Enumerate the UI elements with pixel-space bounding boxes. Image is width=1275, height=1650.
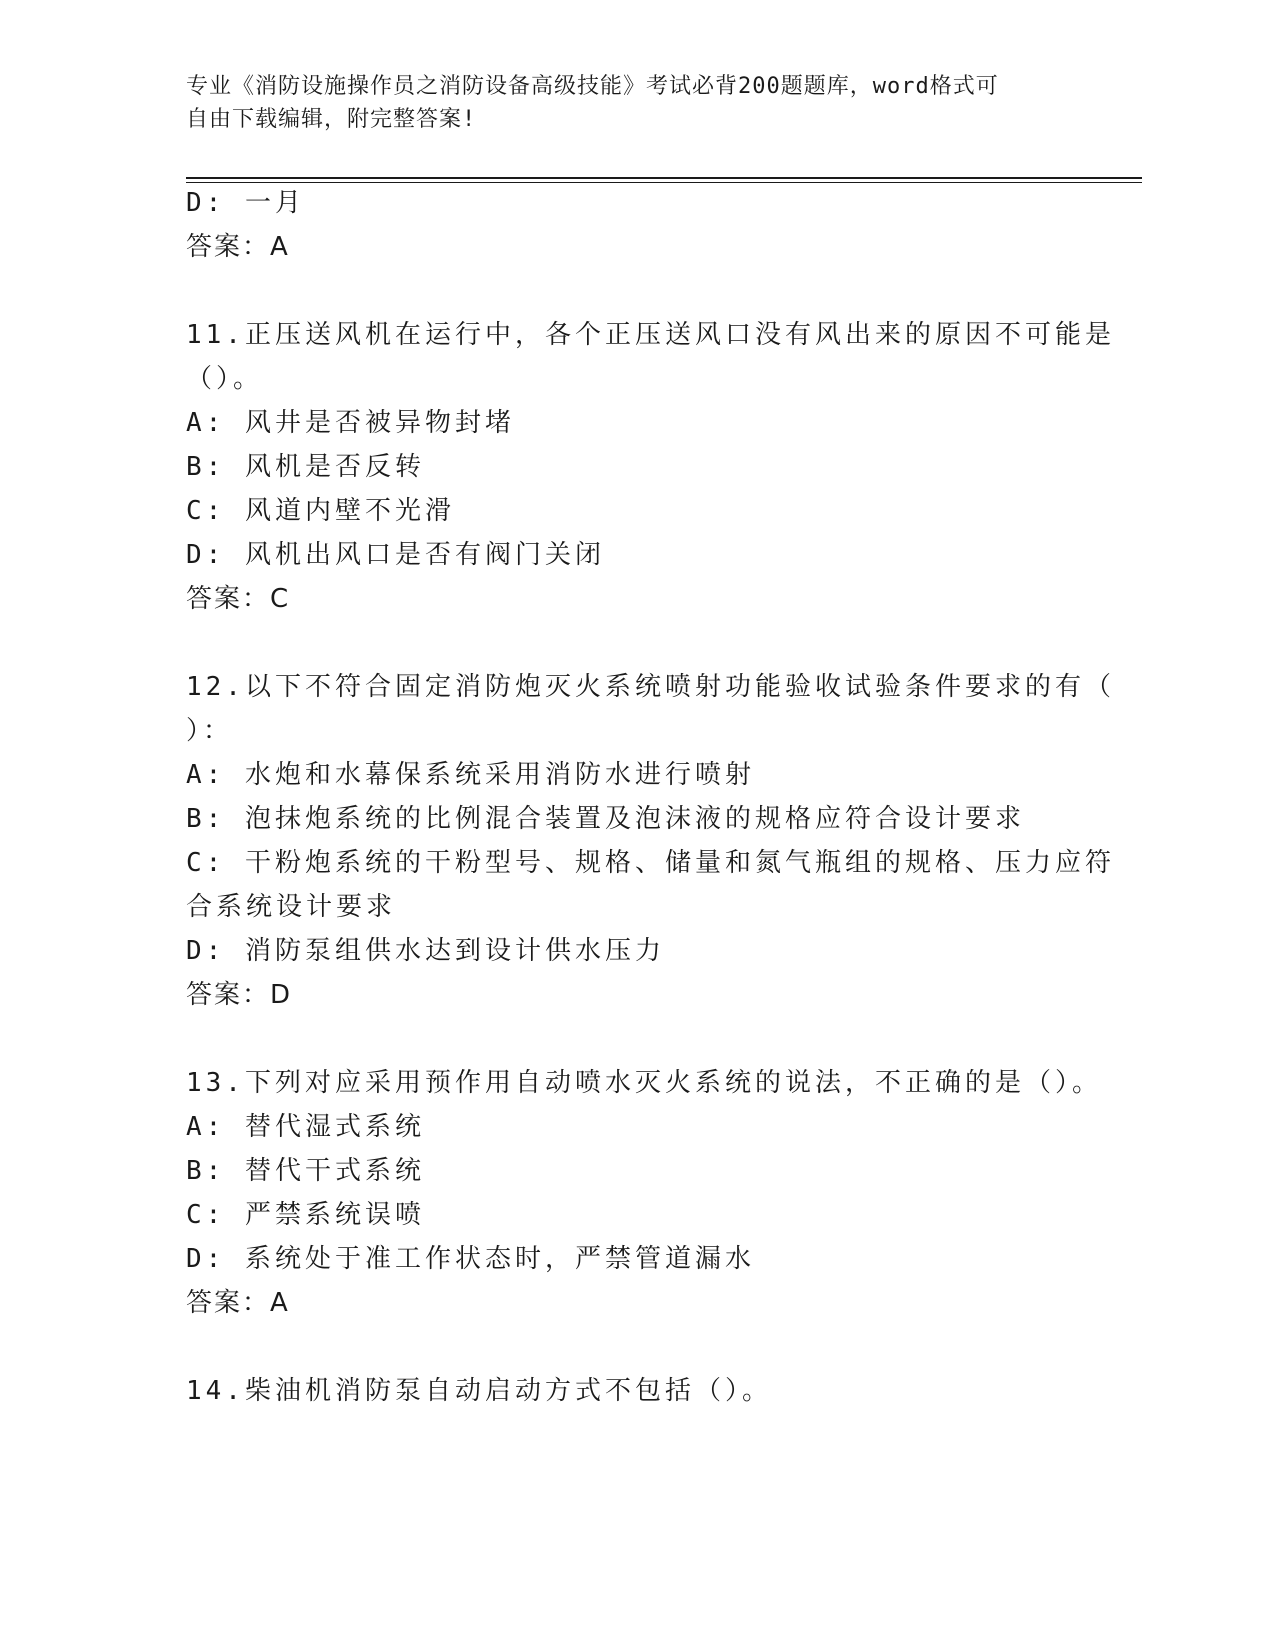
q12-option-c-line-1: C: 干粉炮系统的干粉型号、规格、储量和氮气瓶组的规格、压力应符	[186, 848, 1115, 878]
q10-option-d: D: 一月	[186, 188, 305, 218]
q13-stem: 13.下列对应采用预作用自动喷水灭火系统的说法，不正确的是（）。	[186, 1068, 1102, 1098]
q12-stem-line-2: ）：	[186, 716, 234, 746]
header-divider-thin	[186, 182, 1142, 183]
q13-option-a: A: 替代湿式系统	[186, 1112, 425, 1142]
q11-option-b: B: 风机是否反转	[186, 452, 425, 482]
q12-option-c-line-2: 合系统设计要求	[186, 892, 397, 922]
q11-option-c: C: 风道内壁不光滑	[186, 496, 455, 526]
q11-stem-line-2: （）。	[186, 364, 264, 394]
q12-option-a: A: 水炮和水幕保系统采用消防水进行喷射	[186, 760, 755, 790]
q12-option-b: B: 泡抹炮系统的比例混合装置及泡沫液的规格应符合设计要求	[186, 804, 1025, 834]
q10-answer: 答案：A	[186, 232, 290, 262]
q12-option-d: D: 消防泵组供水达到设计供水压力	[186, 936, 665, 966]
q11-option-d: D: 风机出风口是否有阀门关闭	[186, 540, 605, 570]
q11-option-a: A: 风井是否被异物封堵	[186, 408, 515, 438]
header-line-2: 自由下载编辑，附完整答案!	[186, 107, 477, 132]
q11-stem-line-1: 11.正压送风机在运行中，各个正压送风口没有风出来的原因不可能是	[186, 320, 1115, 350]
q13-answer: 答案：A	[186, 1288, 290, 1318]
q13-option-c: C: 严禁系统误喷	[186, 1200, 425, 1230]
header-line-1: 专业《消防设施操作员之消防设备高级技能》考试必背200题题库，word格式可	[186, 74, 999, 99]
q12-stem-line-1: 12.以下不符合固定消防炮灭火系统喷射功能验收试验条件要求的有（	[186, 672, 1115, 702]
document-header	[186, 70, 1066, 136]
q11-answer: 答案：C	[186, 584, 291, 614]
q12-answer: 答案：D	[186, 980, 293, 1010]
q13-option-d: D: 系统处于准工作状态时，严禁管道漏水	[186, 1244, 755, 1274]
header-divider-thick	[186, 177, 1142, 179]
q13-option-b: B: 替代干式系统	[186, 1156, 425, 1186]
q14-stem: 14.柴油机消防泵自动启动方式不包括（）。	[186, 1376, 772, 1406]
